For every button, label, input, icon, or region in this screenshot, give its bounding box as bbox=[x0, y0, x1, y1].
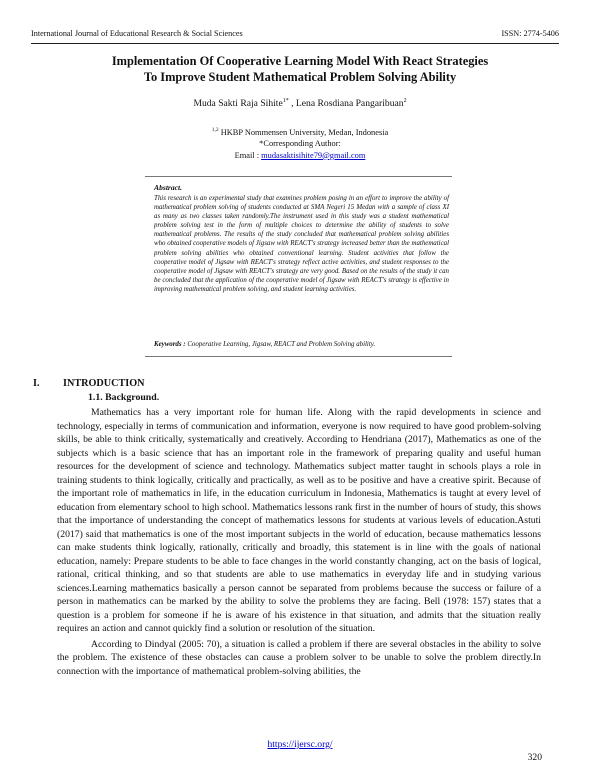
corresponding-author: *Corresponding Author: bbox=[259, 139, 341, 149]
paragraph: According to Dindyal (2005: 70), a situation is called a problem if there are several obstacles in the ability to solve the problem. The existence of these obstacles can cause a problem solver to be unable to solve the problem directly.In connection with the importance of mathematical problem-solving abilities, the bbox=[57, 638, 541, 677]
section-heading bbox=[33, 378, 145, 389]
author-list bbox=[40, 98, 560, 109]
section-number: I. bbox=[33, 378, 40, 389]
keywords bbox=[154, 341, 449, 348]
affiliation-institution: HKBP Nommensen University, Medan, Indonesia bbox=[218, 127, 389, 137]
email-link[interactable]: mudasaktisihite79@gmail.com bbox=[261, 150, 366, 160]
subsection-heading: 1.1. Background. bbox=[88, 392, 160, 403]
author-2: Lena Rosdiana Pangaribuan bbox=[295, 98, 404, 110]
author-separator: , bbox=[288, 98, 296, 110]
title-line-2: To Improve Student Mathematical Problem Solving Ability bbox=[143, 70, 457, 84]
abstract-box bbox=[145, 176, 452, 357]
abstract-text: This research is an experimental study that examines problem posing in an effort to improve the ability of mathematical problem solving of students conducted at SMA Negeri 15 Medan with a sample of class XI as many as two classes taken randomly.The instrument used in this study was a student mathematical problem solving test in the form of multiple choices to determine the ability of students to solve mathematical problems. The results of the study concluded that mathematical problem solving abilities who obtained cooperative models of Jigsaw with REACT's strategy increased better than the mathematical problem solving abilities who obtained conventional learning. Student activities that follow the cooperative model of Jigsaw with REACT's strategy reflect active activities, and student responses to the cooperative model of Jigsaw with REACT's strategy are very good. Based on the results of the study it can be concluded that the application of the cooperative model of Jigsaw with REACT's strategy is effective in improving mathematical problem solving, and student learning activities. bbox=[154, 195, 449, 293]
paper-title bbox=[40, 53, 560, 85]
affiliation bbox=[40, 125, 560, 161]
journal-url-link[interactable]: https://ijersc.org/ bbox=[267, 739, 333, 750]
header-rule bbox=[31, 43, 559, 44]
author-1-sup: 1* bbox=[282, 98, 289, 104]
body-text bbox=[57, 406, 541, 678]
section-title: INTRODUCTION bbox=[63, 378, 145, 389]
author-1: Muda Sakti Raja Sihite bbox=[193, 98, 283, 110]
affiliation-sup: 1,2 bbox=[211, 127, 219, 133]
paragraph: Mathematics has a very important role for human life. Along with the rapid developments in science and technology, especially in terms of communication and information, everyone is now required to have good problem-solving skills, be able to think critically, systematically and creatively. According to Hendriana (2017), Mathematics as one of the subjects which is a basic science that has an important role in the framework of preparing quality and useful human resources for the development of science and technology. Mathematics subject matter taught in schools plays a role in training students to think logically, critically and practically, as well as to be positive and have a creative spirit. Because of the important role of mathematics in life, in the education curriculum in Indonesia, Mathematics is taught at every level of education from elementary school to high school. Mathematics lessons rank first in the number of hours of study, this shows that the importance of understanding the concept of mathematics lessons for students at various levels of education.Astuti (2017) said that mathematics is one of the most important subjects in the world of education, because mathematics lessons can make students think logically, rationally, critically and broadly, this statement is in line with the goals of national education, namely: Prepare students to be able to face changes in the world constantly changing, act on the basis of logical, rational, critical thinking, and so that students are able to use mathematics in everyday life and in studying various sciences.Learning mathematics basically a person cannot be separated from problems because the success or failure of a person in mathematics can be marked by the ability to solve the problems they are facing. Bell (1978: 157) states that a question is a problem for someone if he is aware of his existence in that situation, and admits that the situation really requires an action and cannot quickly find a solution or resolution of the situation. bbox=[57, 407, 541, 634]
footer bbox=[0, 739, 600, 750]
keywords-label: Keywords : bbox=[154, 341, 186, 348]
abstract-label: Abstract. bbox=[154, 183, 183, 192]
email-label: Email : bbox=[234, 150, 262, 160]
journal-name: International Journal of Educational Research & Social Sciences bbox=[31, 29, 243, 38]
title-line-1: Implementation Of Cooperative Learning Model With React Strategies bbox=[111, 54, 489, 68]
issn: ISSN: 2774-5406 bbox=[501, 29, 559, 38]
author-2-sup: 2 bbox=[403, 98, 407, 104]
keywords-text: Cooperative Learning, Jigsaw, REACT and Problem Solving ability. bbox=[185, 341, 376, 348]
page-number: 320 bbox=[527, 752, 542, 763]
